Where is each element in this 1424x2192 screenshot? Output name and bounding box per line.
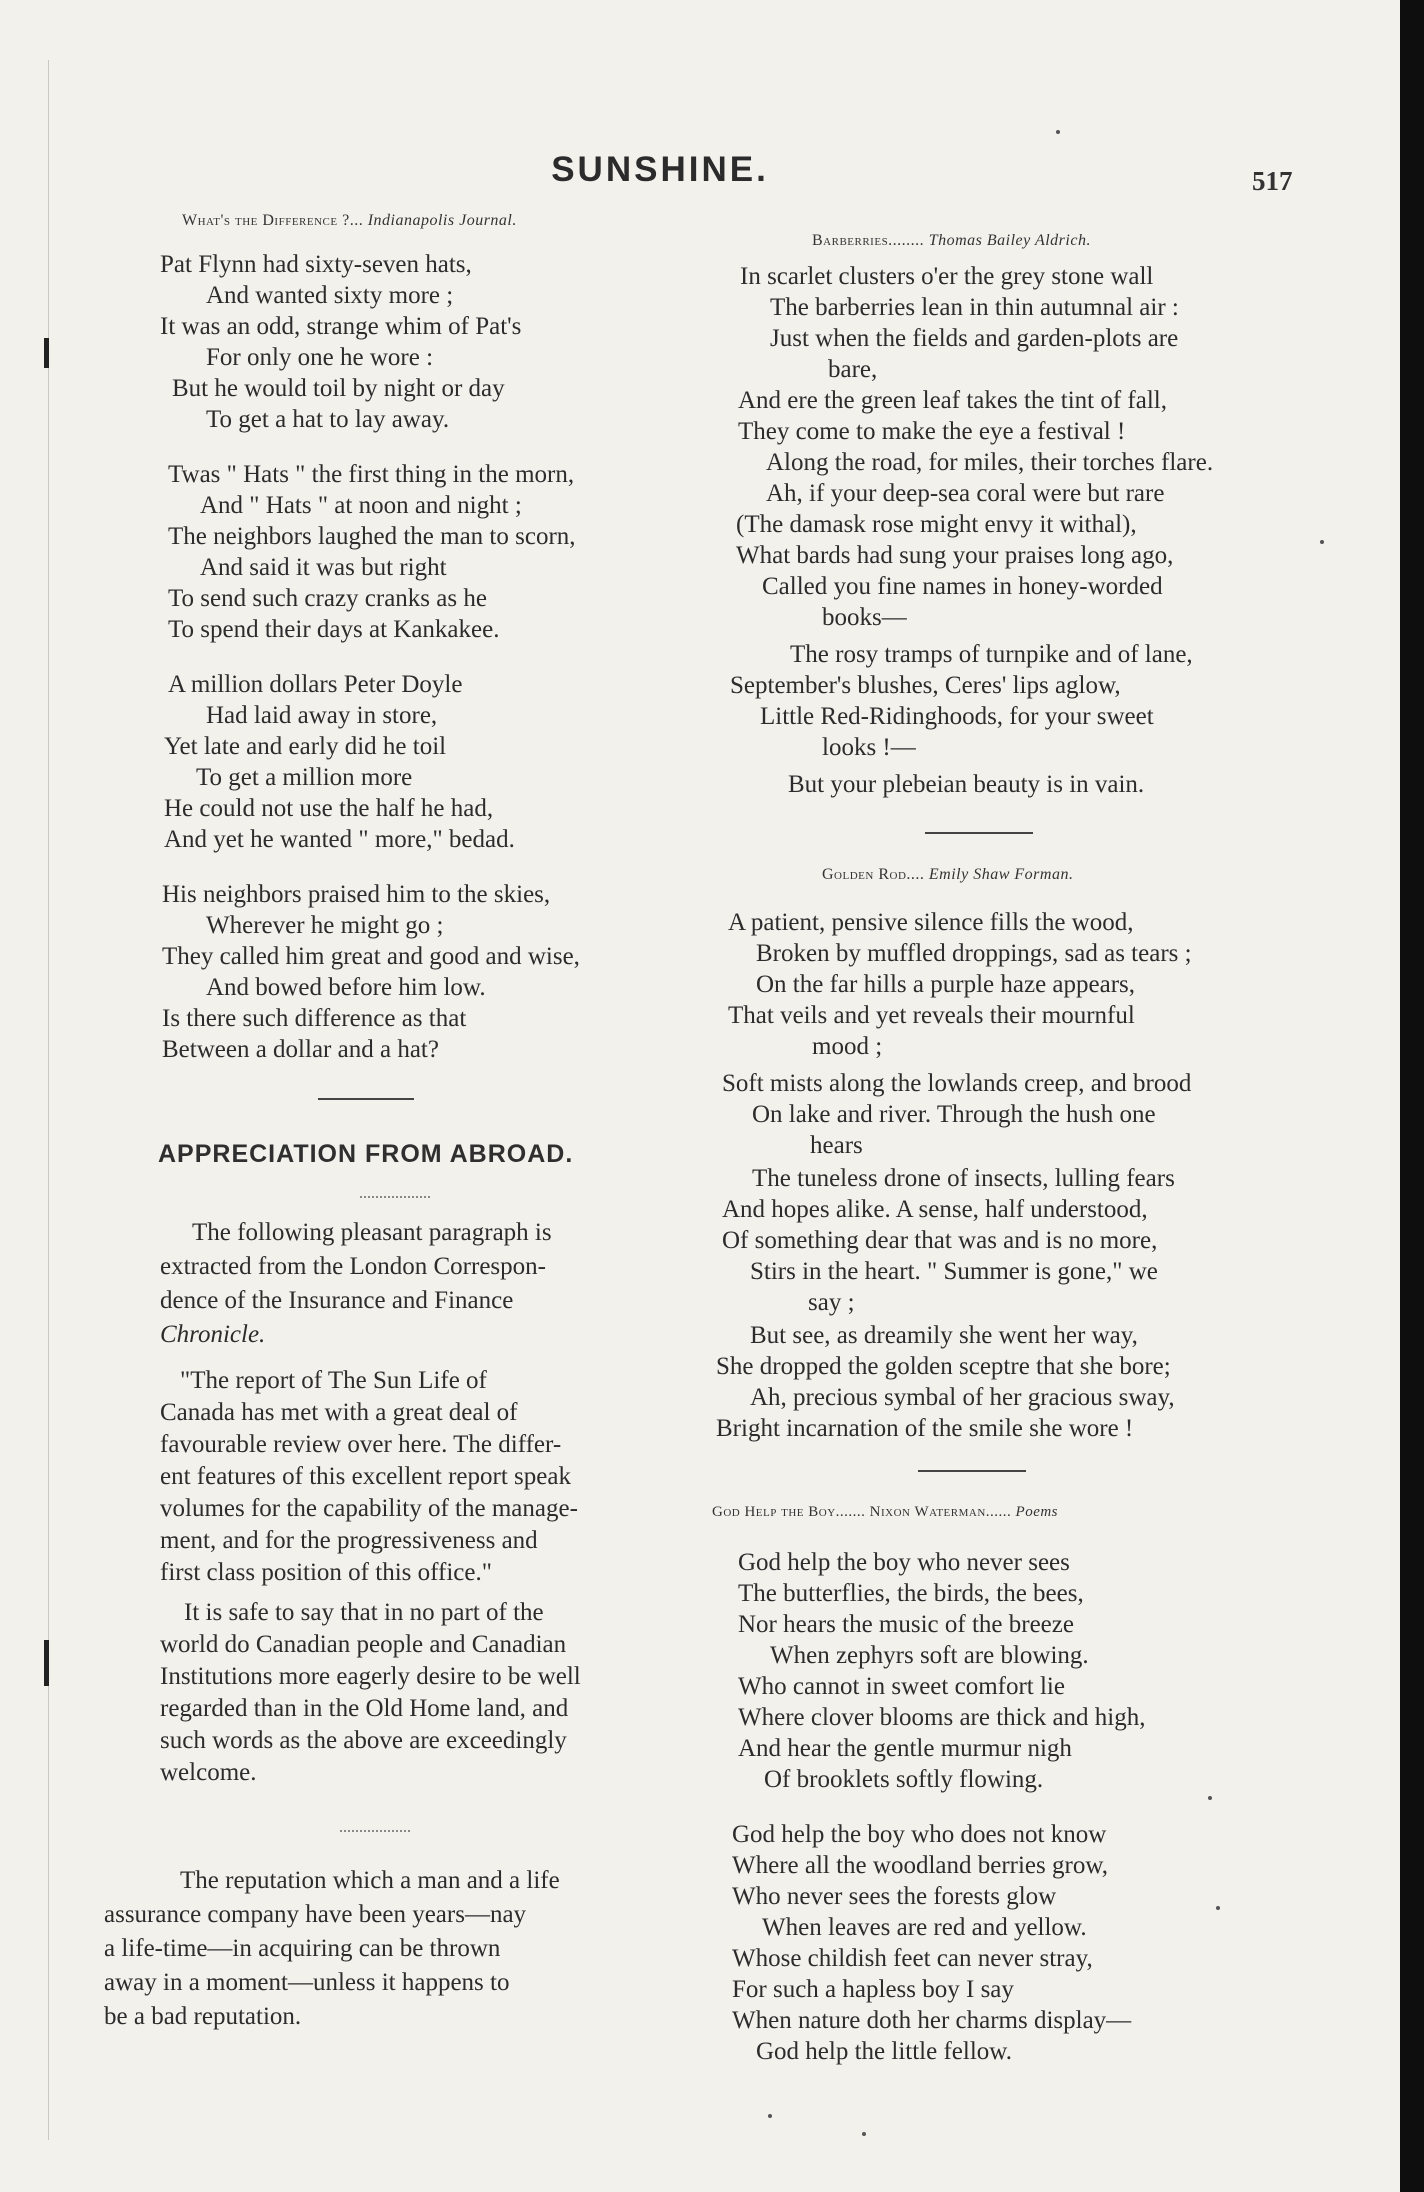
poem-source: Indianapolis Journal. (367, 212, 517, 229)
poem-line: Twas " Hats " the first thing in the morn, (168, 461, 575, 488)
poem-line: And " Hats " at noon and night ; (200, 492, 522, 519)
article-line: The following pleasant paragraph is (192, 1219, 552, 1246)
poem-line: Soft mists along the lowlands creep, and brood (722, 1070, 1192, 1097)
closing-line: The reputation which a man and a life (180, 1867, 560, 1894)
poem-line: On lake and river. Through the hush one (752, 1101, 1156, 1128)
poem-line: (The damask rose might envy it withal), (736, 511, 1137, 538)
poem-line: Nor hears the music of the breeze (738, 1611, 1074, 1638)
poem-line: Whose childish feet can never stray, (732, 1945, 1093, 1972)
poem-line: September's blushes, Ceres' lips aglow, (730, 672, 1121, 699)
poem-line: The neighbors laughed the man to scorn, (168, 523, 576, 550)
poem-line: And yet he wanted " more," bedad. (164, 826, 515, 853)
poem-line: Bright incarnation of the smile she wore ! (716, 1415, 1134, 1442)
poem-line: Of brooklets softly flowing. (764, 1766, 1044, 1793)
poem-line: Who never sees the forests glow (732, 1883, 1057, 1910)
poem-line: For only one he wore : (206, 344, 434, 371)
scan-border (1400, 0, 1424, 2192)
poem-line: hears (810, 1132, 863, 1159)
poem-line: Ah, if your deep-sea coral were but rare (766, 480, 1165, 507)
poem-line: But your plebeian beauty is in vain. (788, 771, 1145, 798)
poem-line: And said it was but right (200, 554, 447, 581)
poem-line: They called him great and good and wise, (162, 943, 580, 970)
article-line: Canada has met with a great deal of (160, 1399, 518, 1426)
section-divider (925, 832, 1033, 834)
poem-line: Who cannot in sweet comfort lie (738, 1673, 1065, 1700)
scan-speck (862, 2132, 866, 2136)
article-line: ent features of this excellent report speak (160, 1463, 571, 1490)
section-divider (918, 1470, 1026, 1472)
poem-line: A million dollars Peter Doyle (168, 671, 463, 698)
poem-line: mood ; (812, 1033, 883, 1060)
poem-line: But see, as dreamily she went her way, (750, 1322, 1138, 1349)
poem-line: They come to make the eye a festival ! (738, 418, 1126, 445)
article-line: favourable review over here. The differ- (160, 1431, 562, 1458)
article-line: such words as the above are exceedingly (160, 1727, 567, 1754)
running-head: SUNSHINE. (551, 150, 769, 189)
article-line: volumes for the capability of the manage- (160, 1495, 578, 1522)
section-divider (340, 1830, 410, 1832)
article-line: extracted from the London Correspon- (160, 1253, 546, 1280)
poem-line: But he would toil by night or day (172, 375, 505, 402)
title-ornament (360, 1196, 430, 1198)
article-line: It is safe to say that in no part of the (184, 1599, 544, 1626)
poem-line: Pat Flynn had sixty-seven hats, (160, 251, 472, 278)
section-divider (318, 1098, 414, 1100)
poem-line: And ere the green leaf takes the tint of fall, (738, 387, 1167, 414)
poem-line: books— (822, 604, 907, 631)
poem-line: And wanted sixty more ; (206, 282, 454, 309)
article-line: dence of the Insurance and Finance (160, 1287, 514, 1314)
poem-line: It was an odd, strange whim of Pat's (160, 313, 522, 340)
poem-line: God help the boy who never sees (738, 1549, 1070, 1576)
scan-speck (1216, 1906, 1220, 1910)
poem-line: Ah, precious symbal of her gracious sway, (750, 1384, 1175, 1411)
article-line: welcome. (160, 1759, 257, 1786)
poem-source: Poems (1015, 1504, 1059, 1520)
poem-line: The butterflies, the birds, the bees, (738, 1580, 1084, 1607)
poem-heading-whats-the-difference (182, 212, 517, 230)
poem-line: To get a hat to lay away. (206, 406, 450, 433)
poem-line: For such a hapless boy I say (732, 1976, 1014, 2003)
poem-heading-golden-rod (822, 866, 1073, 884)
poem-line: Stirs in the heart. " Summer is gone," we (750, 1258, 1158, 1285)
closing-line: be a bad reputation. (104, 2003, 302, 2030)
poem-line: And hear the gentle murmur nigh (738, 1735, 1072, 1762)
poem-line: Wherever he might go ; (206, 912, 444, 939)
closing-line: away in a moment—unless it happens to (104, 1969, 510, 1996)
scan-mark (44, 338, 49, 368)
poem-heading-barberries (812, 232, 1091, 250)
closing-line: assurance company have been years—nay (104, 1901, 527, 1928)
poem-line: The barberries lean in thin autumnal air : (770, 294, 1179, 321)
poem-line: Little Red-Ridinghoods, for your sweet (760, 703, 1154, 730)
article-line: ment, and for the progressiveness and (160, 1527, 538, 1554)
scan-speck (768, 2114, 772, 2118)
poem-line: A patient, pensive silence fills the wood, (728, 909, 1134, 936)
poem-line: God help the boy who does not know (732, 1821, 1107, 1848)
poem-line: To send such crazy cranks as he (168, 585, 487, 612)
poem-line: looks !— (822, 734, 916, 761)
poem-line: He could not use the half he had, (164, 795, 494, 822)
poem-source: Thomas Bailey Aldrich. (928, 232, 1091, 249)
scan-speck (1056, 130, 1060, 134)
scan-left-edge (48, 60, 49, 2140)
page-number: 517 (1252, 166, 1293, 196)
poem-line: Along the road, for miles, their torches flare. (766, 449, 1214, 476)
article-line: Chronicle. (160, 1321, 266, 1348)
poem-line: Yet late and early did he toil (164, 733, 447, 760)
poem-line: When leaves are red and yellow. (762, 1914, 1087, 1941)
scan-speck (1320, 540, 1324, 544)
poem-line: Just when the fields and garden-plots are (770, 325, 1179, 352)
poem-title: God Help the Boy....... (712, 1504, 866, 1520)
poem-line: say ; (808, 1289, 855, 1316)
poem-line: Called you fine names in honey-worded (762, 573, 1163, 600)
poem-title: Barberries........ (812, 232, 925, 249)
poem-line: When nature doth her charms display— (732, 2007, 1132, 2034)
poem-line: What bards had sung your praises long ago, (736, 542, 1174, 569)
poem-title: Golden Rod.... (822, 866, 925, 883)
article-line: first class position of this office." (160, 1559, 492, 1586)
article-title: APPRECIATION FROM ABROAD. (158, 1140, 574, 1168)
article-line: world do Canadian people and Canadian (160, 1631, 567, 1658)
poem-line: To get a million more (196, 764, 413, 791)
poem-line: Is there such difference as that (162, 1005, 467, 1032)
poem-heading-god-help-the-boy (712, 1504, 1058, 1521)
poem-source: Emily Shaw Forman. (928, 866, 1074, 883)
poem-line: Between a dollar and a hat? (162, 1036, 439, 1063)
closing-line: a life-time—in acquiring can be thrown (104, 1935, 501, 1962)
poem-line: Of something dear that was and is no more, (722, 1227, 1158, 1254)
poem-line: That veils and yet reveals their mournful (728, 1002, 1135, 1029)
scan-mark (44, 1640, 49, 1686)
poem-line: She dropped the golden sceptre that she bore; (716, 1353, 1171, 1380)
article-line: Institutions more eagerly desire to be well (160, 1663, 581, 1690)
poem-line: The rosy tramps of turnpike and of lane, (790, 641, 1193, 668)
article-line: "The report of The Sun Life of (180, 1367, 487, 1394)
poem-line: When zephyrs soft are blowing. (770, 1642, 1089, 1669)
poem-line: And hopes alike. A sense, half understood, (722, 1196, 1148, 1223)
scan-speck (1208, 1796, 1212, 1800)
poem-line: God help the little fellow. (756, 2038, 1012, 2065)
poem-line: The tuneless drone of insects, lulling fears (752, 1165, 1175, 1192)
poem-line: And bowed before him low. (206, 974, 486, 1001)
poem-title: What's the Difference ?... (182, 212, 364, 229)
poem-line: bare, (828, 356, 878, 383)
article-line: regarded than in the Old Home land, and (160, 1695, 569, 1722)
poem-line: Where clover blooms are thick and high, (738, 1704, 1146, 1731)
poem-line: Had laid away in store, (206, 702, 438, 729)
poem-line: Broken by muffled droppings, sad as tears ; (756, 940, 1192, 967)
poem-line: To spend their days at Kankakee. (168, 616, 500, 643)
poem-author: Nixon Waterman...... (869, 1504, 1012, 1520)
poem-line: In scarlet clusters o'er the grey stone wall (740, 263, 1154, 290)
poem-line: His neighbors praised him to the skies, (162, 881, 551, 908)
poem-line: Where all the woodland berries grow, (732, 1852, 1109, 1879)
poem-line: On the far hills a purple haze appears, (756, 971, 1136, 998)
